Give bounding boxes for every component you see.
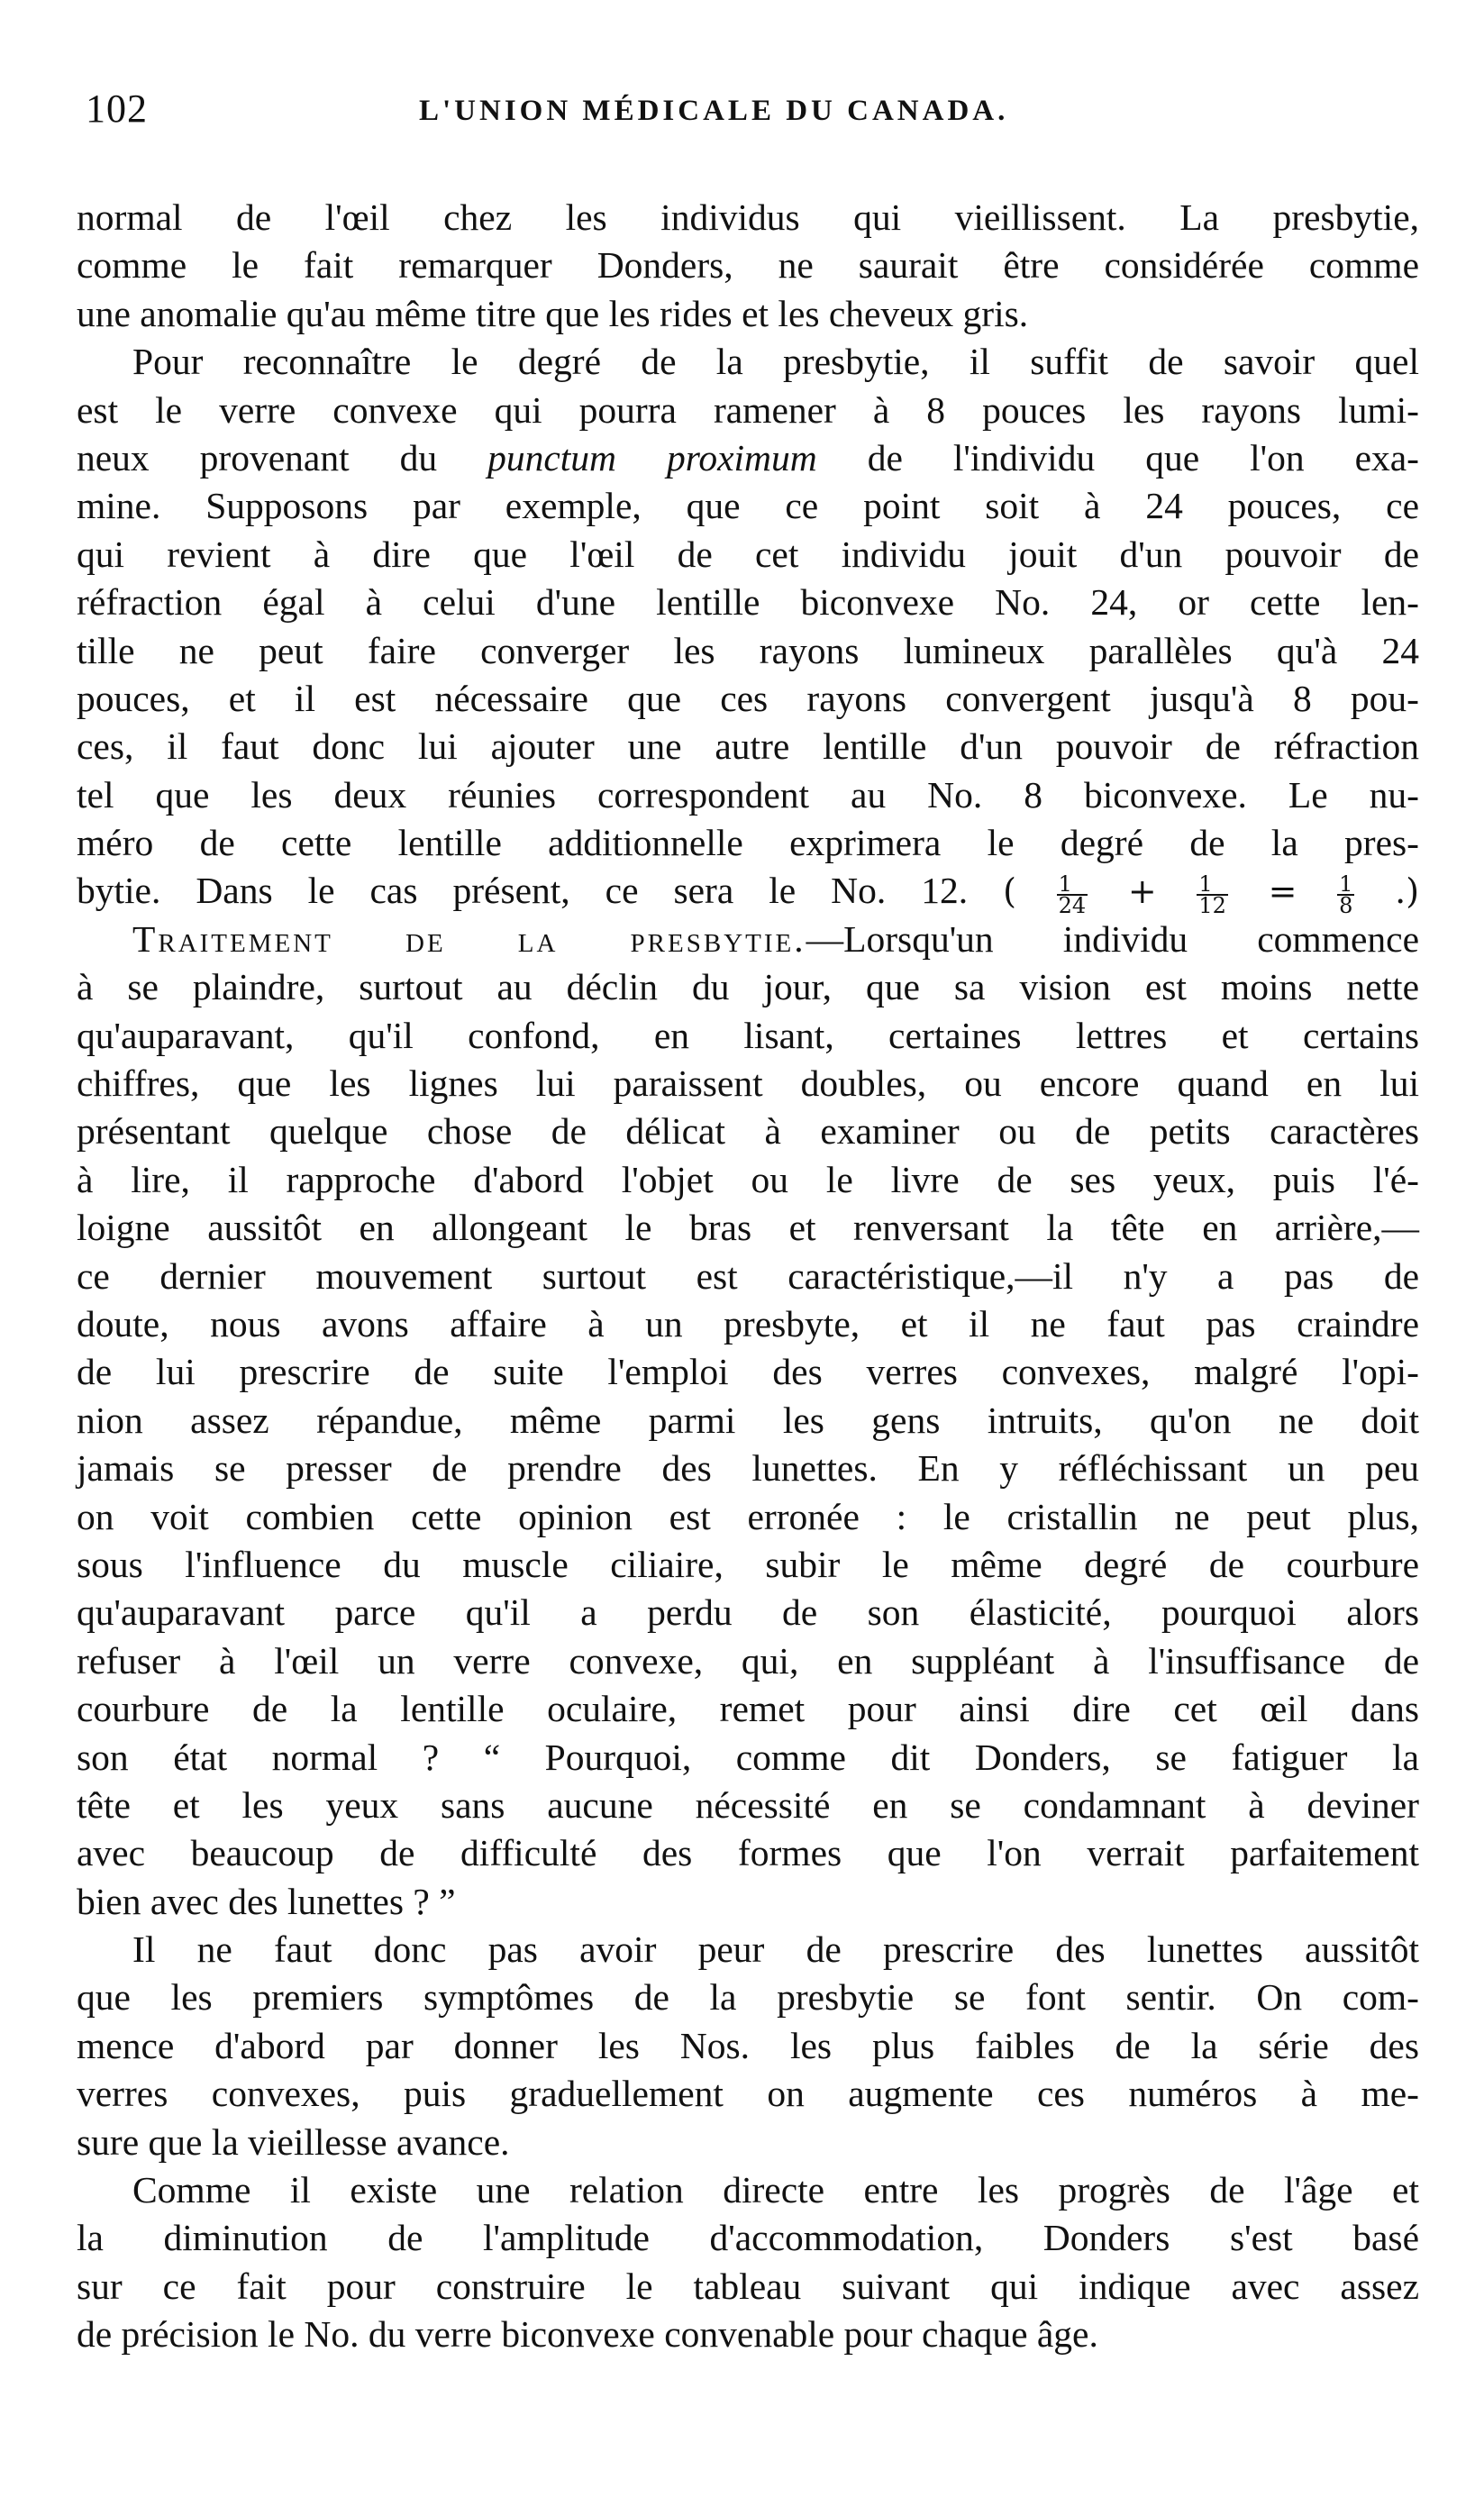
text-line: son état normal ? “ Pourquoi, comme dit Donders, se fatiguer la: [77, 1736, 1419, 1778]
text-line: mine. Supposons par exemple, que ce point soit à 24 pouces, ce: [77, 485, 1419, 527]
text-line: méro de cette lentille additionnelle exprimera le degré de la pres-: [77, 822, 1419, 864]
text-line: sur ce fait pour construire le tableau suivant qui indique avec assez: [77, 2265, 1419, 2307]
text-line: est le verre convexe qui pourra ramener à 8 pouces les rayons lumi-: [77, 388, 1419, 431]
fraction-numerator: 1: [1057, 874, 1088, 896]
text-line: tête et les yeux sans aucune nécessité en se condamnant à deviner: [77, 1783, 1419, 1826]
text-line: ces, il faut donc lui ajouter une autre lentille d'un pouvoir de réfraction: [77, 725, 1419, 768]
paragraph-2: [77, 338, 1419, 916]
text-line: loigne aussitôt en allongeant le bras et renversant la tête en arrière,—: [77, 1207, 1419, 1249]
page-number: 102: [86, 87, 148, 131]
fraction-one-8th: [1337, 871, 1354, 918]
text-line: [77, 916, 1419, 963]
equals-sign: =: [1268, 871, 1297, 912]
paragraph-1: [77, 194, 1419, 338]
text-line: la diminution de l'amplitude d'accommodation, Donders s'est basé: [77, 2217, 1419, 2259]
text-line: avec beaucoup de difficulté des formes que l'on verrait parfaitement: [77, 1832, 1419, 1874]
journal-title: L'UNION MÉDICALE DU CANADA.: [419, 95, 1009, 127]
text-line: qu'auparavant parce qu'il a perdu de son élasticité, pourquoi alors: [77, 1591, 1419, 1634]
text-line: qu'auparavant, qu'il confond, en lisant, certaines lettres et certains: [77, 1014, 1419, 1056]
lens-formula: [1003, 871, 1420, 918]
plus-sign: +: [1127, 871, 1157, 912]
text-line: comme le fait remarquer Donders, ne saurait être considérée comme: [77, 244, 1419, 287]
text-line: Il ne faut donc pas avoir peur de prescrire des lunettes aussitôt: [132, 1928, 1419, 1971]
text-line: de précision le No. du verre biconvexe convenable pour chaque âge.: [77, 2313, 1098, 2356]
text-line: réfraction égal à celui d'une lentille biconvexe No. 24, or cette len-: [77, 581, 1419, 624]
text-line: jamais se presser de prendre des lunettes. En y réfléchissant un peu: [77, 1447, 1419, 1490]
text-line: une anomalie qu'au même titre que les rides et les cheveux gris.: [77, 292, 1029, 334]
formula-line: [77, 867, 1420, 918]
text-line: bien avec des lunettes ? ”: [77, 1880, 456, 1922]
fraction-denominator: 12: [1198, 892, 1226, 918]
fraction-denominator: 24: [1058, 892, 1087, 918]
text-segment: bytie. Dans le cas présent, ce sera le No. 12.: [77, 870, 969, 912]
text-line: Pour reconnaître le degré de la presbytie, il suffit de savoir quel: [132, 341, 1419, 383]
text-line: pouces, et il est nécessaire que ces rayons convergent jusqu'à 8 pou-: [77, 677, 1419, 719]
text-line: chiffres, que les lignes lui paraissent doubles, ou encore quand en lui: [77, 1062, 1419, 1105]
paragraph-5: [77, 2166, 1419, 2359]
formula-open-paren: (: [1003, 871, 1016, 912]
formula-close-paren: .): [1395, 871, 1420, 912]
text-line: verres convexes, puis graduellement on augmente ces numéros à me-: [77, 2073, 1419, 2115]
text-line: on voit combien cette opinion est erronée : le cristallin ne peut plus,: [77, 1495, 1419, 1537]
fraction-one-24th: [1057, 871, 1088, 918]
text-line: présentant quelque chose de délicat à examiner ou de petits caractères: [77, 1110, 1419, 1153]
text-line: qui revient à dire que l'œil de cet individu jouit d'un pouvoir de: [77, 533, 1419, 575]
latin-term: punctum proximum: [487, 436, 817, 479]
fraction-numerator: 1: [1339, 871, 1353, 897]
text-line: de lui prescrire de suite l'emploi des verres convexes, malgré l'opi-: [77, 1351, 1419, 1393]
paragraph-3: [77, 916, 1419, 1926]
text-line: Comme il existe une relation directe entre les progrès de l'âge et: [132, 2169, 1419, 2211]
section-heading: Traitement de la presbytie.: [132, 917, 806, 960]
text-line: tel que les deux réunies correspondent au No. 8 biconvexe. Le nu-: [77, 773, 1419, 816]
text-line: doute, nous avons affaire à un presbyte, et il ne faut pas craindre: [77, 1302, 1419, 1345]
text-line: tille ne peut faire converger les rayons lumineux parallèles qu'à 24: [77, 629, 1419, 671]
text-line: refuser à l'œil un verre convexe, qui, en suppléant à l'insuffisance de: [77, 1639, 1419, 1682]
body-text: [77, 194, 1419, 2359]
text-line: sure que la vieillesse avance.: [77, 2120, 510, 2163]
text-line: normal de l'œil chez les individus qui vieillissent. La presbytie,: [77, 196, 1419, 238]
text-segment: —Lorsqu'un individu commence: [806, 917, 1419, 960]
text-line: neux provenant du punctum proximum de l'individu que l'on exa-: [77, 436, 1419, 479]
text-line: que les premiers symptômes de la presbytie se font sentir. On com-: [77, 1976, 1419, 2019]
text-line: ce dernier mouvement surtout est caractéristique,—il n'y a pas de: [77, 1254, 1419, 1297]
fraction-one-12th: [1197, 871, 1228, 918]
text-line: à se plaindre, surtout au déclin du jour, que sa vision est moins nette: [77, 966, 1419, 1008]
fraction-numerator: 1: [1197, 874, 1228, 896]
text-line: courbure de la lentille oculaire, remet pour ainsi dire cet œil dans: [77, 1688, 1419, 1730]
text-line: nion assez répandue, même parmi les gens intruits, qu'on ne doit: [77, 1399, 1419, 1441]
paragraph-4: [77, 1926, 1419, 2166]
text-line: sous l'influence du muscle ciliaire, subir le même degré de courbure: [77, 1543, 1419, 1585]
running-head: [86, 86, 1401, 140]
fraction-denominator: 8: [1339, 892, 1353, 918]
text-line: à lire, il rapproche d'abord l'objet ou le livre de ses yeux, puis l'é-: [77, 1158, 1419, 1200]
text-line: mence d'abord par donner les Nos. les plus faibles de la série des: [77, 2024, 1419, 2066]
